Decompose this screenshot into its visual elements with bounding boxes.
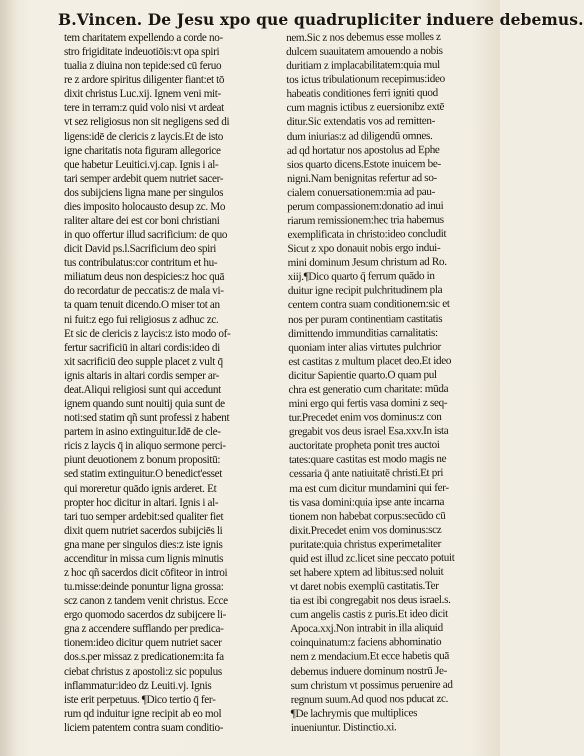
text-line: tualia z diuina non tepide:sed cū feruo (64, 60, 222, 73)
text-line: ad qd hortatur nos apostolus ad Ephe (286, 143, 440, 157)
text-line: habeatis conditiones ferri igniti quod (286, 87, 438, 101)
text-line: re z ardore spiritus diligenter fiant:et tō (64, 74, 225, 87)
text-line: tari tuo semper ardebit:sed qualiter fiet (64, 510, 224, 523)
text-line: dos subijciens ligna mane per singulos (64, 186, 224, 199)
text-line: scz canon z tandem venit christus. Ecce (64, 595, 228, 608)
text-line: ditur.Sic extendatis vos ad remitten- (286, 115, 435, 129)
text-line: chra est generatio cum charitate: mūda (288, 382, 449, 396)
text-line: exemplificata in christo:ideo concludit (287, 227, 447, 242)
text-line: dicitur Sapientie quarto.O quam pul (288, 368, 437, 382)
text-line: ni fuit:z ego fui religiosus z adhuc zc. (64, 313, 219, 326)
text-line: dicit David ps.l.Sacrificium deo spiri (64, 243, 216, 256)
text-line: dies imposito holocausto desup zc. Mo (64, 200, 226, 213)
text-line: z hoc qñ sacerdos dicit cōfiteor in introi (64, 566, 228, 579)
text-line: in quo offertur illud sacrificium: de quo (64, 229, 228, 242)
text-line: nos per puram continentiam castitatis (287, 312, 443, 326)
text-line: xit sacrificiū deo supple placet z vult q̄ (64, 355, 223, 368)
text-line: centem contra suam conditionem:sic et (287, 298, 450, 312)
text-line: propter hoc dicitur in altari. Ignis i al- (64, 496, 219, 509)
text-line: tus contribulatus:cor contritum et hu- (64, 257, 218, 270)
text-line: gregabit vos deus israel Esa.xxv.In ista (288, 425, 449, 439)
text-line: ma est cum dicitur mundamini qui fer- (289, 481, 449, 495)
text-line: mini ergo qui fertis vasa domini z seq- (288, 396, 448, 411)
text-line: duritiam z implacabilitatem:quia mul (286, 59, 440, 73)
left-text-column (64, 31, 274, 735)
text-line: duitur igne recipit pulchritudinem pla (287, 284, 443, 298)
text-line: perum compassionem:donatio ad inui (287, 199, 444, 213)
text-line: mini dominum Jesum christum ad Ro. (287, 256, 447, 270)
text-line: miliatum deus non despicies:z hoc quā (64, 271, 225, 284)
text-line: iste erit perpetuus. ¶Dico tertio q̄ fer- (64, 693, 216, 706)
text-line: tis vasa domini:quia ipse ante incarna (289, 495, 445, 509)
text-line: cessaria q̄ ante natiuitatē christi.Et pri (289, 467, 444, 481)
text-line: tu.misse:deinde ponuntur ligna grossa: (64, 581, 224, 594)
text-line: tari semper ardebit quem nutriet sacer- (64, 172, 224, 185)
text-line: que habetur Leuitici.vj.cap. Ignis i al- (64, 158, 219, 171)
text-line: tere in terram:z quid volo nisi vt ardeat (64, 102, 224, 115)
text-line: ligens:idē de clericis z laycis.Et de isto (64, 130, 223, 143)
text-line: liciem patentem contra suam conditio- (64, 721, 224, 734)
text-line: dulcem suauitatem amouendo a nobis (286, 44, 443, 59)
text-line: cialem conuersationem:mia ad pau- (287, 185, 435, 199)
text-line: tur.Precedet enim vos dominus:z con (288, 411, 442, 425)
text-line: puritate:quia christus experimetaliter (289, 537, 441, 551)
text-line: raliter altare dei est cor boni christiani (64, 215, 220, 228)
text-line: cum magnis ictibus z euersionibz extē (286, 101, 445, 115)
text-line: regnum suum.Ad quod nos pducat zc. (290, 692, 449, 706)
text-line: Et sic de clericis z laycis:z isto modo of- (64, 327, 231, 340)
page-gutter-shadow (0, 0, 18, 756)
text-line: ta quam tenuit dicendo.O miser tot an (64, 299, 220, 312)
text-line: debemus induere dominum nostrū Je- (290, 664, 448, 678)
text-line: sum christum vt possimus peruenire ad (290, 678, 453, 692)
right-text-column (286, 30, 499, 735)
text-line: gna z accendere sufflando per predica- (64, 623, 224, 636)
text-line: inueniuntur. Distinctio.xi. (290, 721, 397, 734)
running-header: B.Vincen. De Jesu xpo que quadrupliciter induere debemus. (58, 10, 584, 29)
text-line: ¶De lachrymis que multiplices (290, 706, 418, 720)
text-line: coinquinatum:z faciens abhominatio (290, 636, 442, 650)
text-line: tem charitatem expellendo a corde no- (64, 32, 223, 44)
text-line: nem z mendacium.Et ecce habetis quā (290, 650, 450, 664)
text-line: ricis z laycis q̄ in aliquo sermone perci- (64, 440, 226, 453)
text-line: dixit.Precedet enim vos dominus:scz (289, 523, 442, 537)
text-line: gna mane per singulos dies:z iste ignis (64, 538, 223, 551)
text-line: qui moreretur quādo ignis arderet. Et (64, 482, 217, 495)
text-line: ciebat christus z apostoli:z sic populus (64, 665, 222, 678)
text-line: vt sez religiosus non sit negligens sed di (64, 116, 230, 129)
text-line: dum iniurias:z ad diligendū omnes. (286, 129, 433, 143)
text-line: sios quarto dicens.Estote inuicem be- (286, 157, 441, 171)
text-line: deat.Aliqui religiosi sunt qui accedunt (64, 383, 221, 396)
text-line: auctoritate propheta ponit tres auctoi (288, 439, 440, 453)
text-line: set habere xptem ad libitus:sed noluit (289, 565, 444, 579)
text-line: quoniam inter alias virtutes pulchrior (288, 340, 441, 354)
text-line: xiij.¶Dico quarto q̄ ferrum quādo in (287, 270, 435, 284)
text-line: vt daret nobis exemplū castitatis.Ter (289, 579, 439, 594)
text-line: dos.s.per missaz z predicationem:ita fa (64, 651, 224, 664)
text-line: dixit quem nutriet sacerdos subijciēs li (64, 524, 223, 537)
text-line: nigni.Nam benignitas refertur ad so- (286, 171, 437, 185)
text-line: do recordatur de peccatis:z de mala vi- (64, 285, 224, 298)
text-line: dixit christus Luc.xij. Ignem veni mit- (64, 88, 221, 101)
text-line: noti:sed statim qñ sunt professi z habent (64, 412, 230, 425)
text-line: tionem:ideo dicitur quem nutriet sacer (64, 637, 222, 650)
text-line: igne charitatis nota figuram allegorice (64, 144, 221, 157)
text-line: sed statim extinguitur.O benedict'esset (64, 468, 223, 481)
text-line: stro frigiditate indeuotiōis:vt opa spiri (64, 46, 220, 59)
text-line: ignem quando sunt nouitij quia sunt de (64, 398, 225, 411)
text-line: ignis altaris in altari cordis semper ar- (64, 369, 220, 382)
text-line: cum angelis castis z puris.Et ideo dicit (290, 608, 448, 622)
text-line: rum qd induitur igne recipit ab eo mol (64, 707, 222, 720)
text-line: riarum remissionem:hec tria habemus (287, 213, 444, 228)
text-line: ergo quomodo sacerdos dz subijcere li- (64, 609, 227, 622)
text-line: tates:quare castitas est modo magis ne (288, 453, 447, 467)
text-line: partem in asino extinguitur.Idē de cle- (64, 426, 221, 439)
text-line: dimittendo immunditias carnalitatis: (288, 326, 438, 340)
text-line: Sicut z xpo donauit nobis ergo indui- (287, 242, 441, 256)
text-line: nem.Sic z nos debemus esse molles z (286, 30, 441, 44)
text-line: Apoca.xxj.Non intrabit in illa aliquid (290, 622, 443, 636)
text-line: fertur sacrificiū in altari cordis:ideo di (64, 341, 220, 354)
text-line: inflammatur:ideo dz Leuiti.vj. Ignis (64, 679, 212, 692)
text-line: piunt deuotionem z bonum propositū: (64, 454, 221, 467)
text-line: tionem non habebat corpus:secūdo cū (289, 509, 446, 523)
text-line: tos ictus tribulationum recepimus:ideo (286, 73, 445, 87)
text-line: quid est illud zc.licet sine peccato potuit (289, 551, 455, 565)
text-line: est castitas z multum placet deo.Et ideo (288, 354, 452, 368)
text-line: tia est ibi congregabit nos deus israel.s. (289, 593, 451, 608)
text-line: accenditur in missa cum lignis minutis (64, 552, 224, 565)
